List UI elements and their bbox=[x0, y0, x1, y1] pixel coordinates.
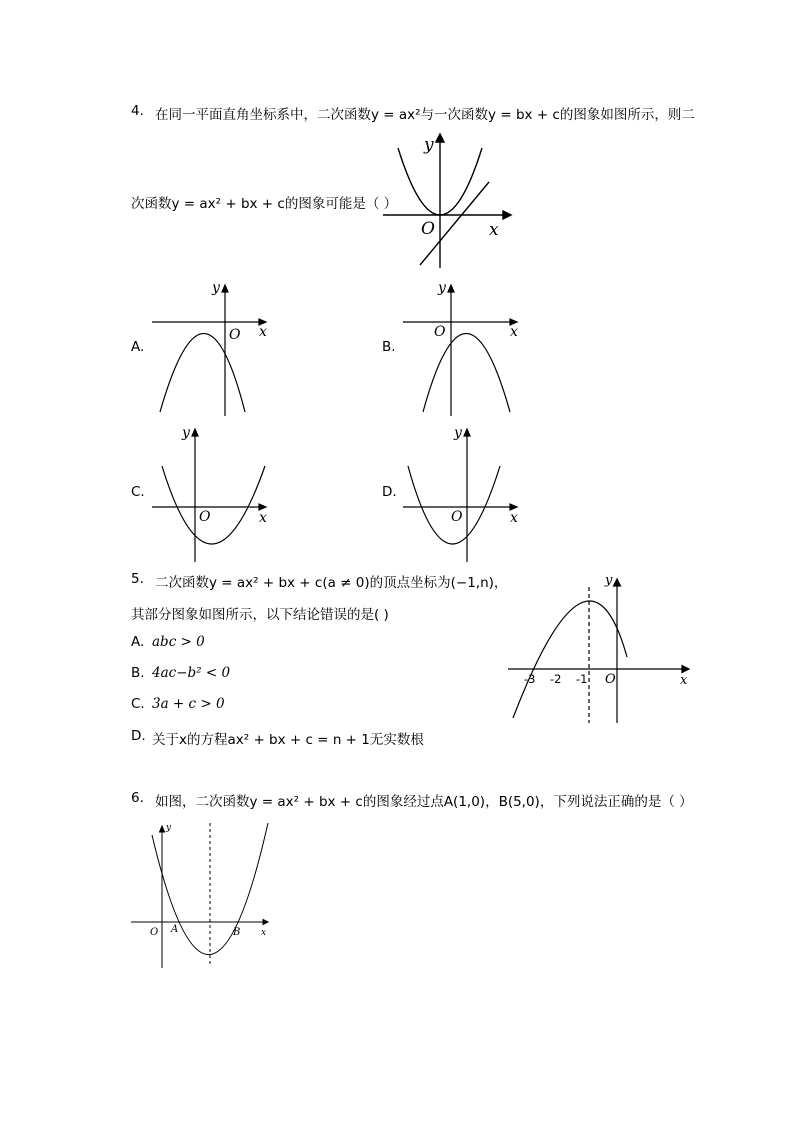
q4-option-b-o: O bbox=[434, 324, 446, 340]
q4-fig-o-label: O bbox=[421, 219, 435, 239]
q4-option-d-x: x bbox=[510, 510, 518, 526]
q4-option-d-y: y bbox=[454, 425, 462, 441]
q4-stem-line1: 在同一平面直角坐标系中，二次函数y = ax²与一次函数y = bx + c的图象如图所示，则二 bbox=[155, 107, 695, 123]
q5-stem-line2: 其部分图象如图所示，以下结论错误的是( ) bbox=[131, 607, 389, 623]
q5-option-a-text: abc > 0 bbox=[152, 634, 205, 650]
q5-option-d-letter[interactable]: D. bbox=[131, 728, 146, 744]
q4-number: 4. bbox=[131, 103, 144, 119]
q4-option-c-x: x bbox=[259, 510, 267, 526]
q6-b-label: B bbox=[233, 927, 241, 938]
q5-option-b-text: 4ac−b² < 0 bbox=[152, 665, 231, 681]
q4-option-d-o: O bbox=[451, 509, 463, 525]
q6-stem-line1: 如图，二次函数y = ax² + bx + c的图象经过点A(1,0)，B(5,0)，下列说法正确的是（ ） bbox=[155, 794, 693, 810]
q6-o-label: O bbox=[150, 927, 159, 938]
q6-x-label: x bbox=[261, 928, 267, 938]
q6-number: 6. bbox=[131, 790, 144, 806]
q5-o-label: O bbox=[605, 672, 616, 687]
q4-option-c-letter[interactable]: C. bbox=[131, 484, 145, 500]
q5-tick-neg2: -2 bbox=[550, 672, 562, 686]
q4-option-a-o: O bbox=[229, 327, 241, 343]
q5-tick-neg3: -3 bbox=[524, 672, 536, 686]
q4-option-c-o: O bbox=[199, 509, 211, 525]
q4-option-b-letter[interactable]: B. bbox=[382, 339, 396, 355]
q4-option-c-y: y bbox=[182, 425, 190, 441]
q4-option-a-x: x bbox=[259, 324, 267, 340]
q6-y-label: y bbox=[166, 823, 172, 833]
q4-option-d-letter[interactable]: D. bbox=[382, 484, 397, 500]
q4-option-b-y: y bbox=[438, 280, 446, 296]
q5-option-b-letter[interactable]: B. bbox=[131, 665, 145, 681]
q5-option-a-letter[interactable]: A. bbox=[131, 634, 145, 650]
q5-option-c-text: 3a + c > 0 bbox=[152, 696, 225, 712]
q5-tick-neg1: -1 bbox=[576, 672, 588, 686]
q5-option-d-text: 关于x的方程ax² + bx + c = n + 1无实数根 bbox=[152, 732, 424, 748]
q4-fig-x-label: x bbox=[489, 220, 499, 240]
q6-a-label: A bbox=[171, 924, 179, 935]
q5-number: 5. bbox=[131, 571, 144, 587]
q4-option-a-y: y bbox=[212, 280, 220, 296]
q4-option-b-x: x bbox=[510, 324, 518, 340]
q4-fig-y-label: y bbox=[424, 135, 434, 155]
q5-stem-line1: 二次函数y = ax² + bx + c(a ≠ 0)的顶点坐标为(−1,n)， bbox=[155, 575, 508, 591]
q4-option-a-letter[interactable]: A. bbox=[131, 339, 145, 355]
q5-y-label: y bbox=[605, 573, 613, 588]
q5-x-label: x bbox=[680, 673, 688, 688]
q5-option-c-letter[interactable]: C. bbox=[131, 696, 145, 712]
q4-stem-line2: 次函数y = ax² + bx + c的图象可能是（ ） bbox=[131, 196, 398, 212]
